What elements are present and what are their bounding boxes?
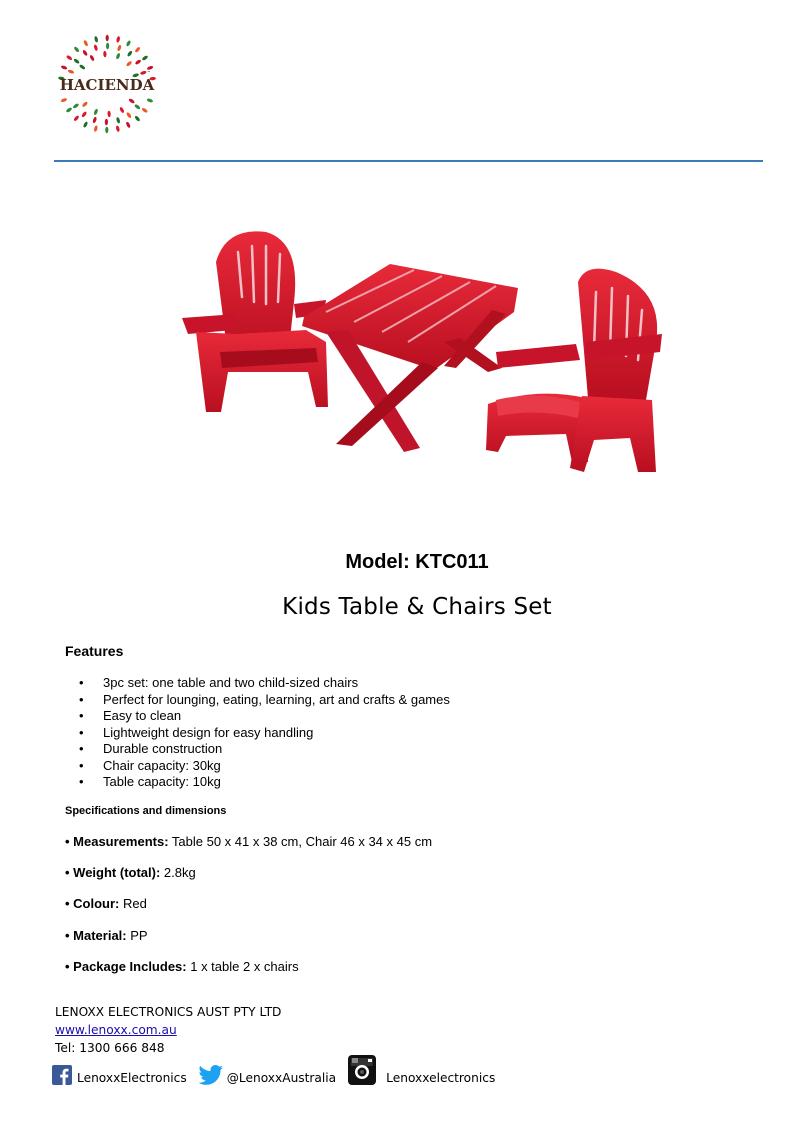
company-name: LENOXX ELECTRONICS AUST PTY LTD [55,1005,282,1019]
twitter-link[interactable] [199,1065,336,1085]
logo-petal [115,53,120,60]
logo-petal [81,101,88,108]
logo-petal [93,125,98,132]
logo-petal [72,103,79,109]
spec-package: • Package Includes: 1 x table 2 x chairs [65,958,299,974]
bullet: • [79,724,84,740]
spec-colour: • Colour: Red [65,896,147,912]
logo-petal [79,64,86,70]
facebook-handle: LenoxxElectronics [77,1071,187,1085]
bullet: • [79,675,84,690]
twitter-icon [199,1065,223,1085]
logo-text: HACIENDA [59,76,155,94]
header-divider [54,160,763,162]
logo-petal [128,98,135,104]
logo-petal [81,111,87,118]
product-image [176,222,666,522]
spec-weight: • Weight (total): 2.8kg [65,865,196,881]
product-title: Kids Table & Chairs Set [282,594,552,620]
specs-list [65,834,432,990]
specs-heading: Specifications and dimensions [65,805,227,817]
logo-petal [83,121,89,128]
logo-petal [105,119,108,125]
logo-petal [141,55,148,61]
bullet: • [79,774,84,789]
logo-petal [135,59,142,65]
logo-petal [66,55,73,61]
logo-petal [126,40,132,47]
spec-material: • Material: PP [65,927,148,943]
list-item: • Chair capacity: 30kg [79,757,221,773]
logo-petal [73,58,80,64]
logo-petal [65,107,72,113]
twitter-handle: @LenoxxAustralia [226,1071,337,1085]
website-link[interactable]: www.lenoxx.com.au [55,1023,177,1037]
hacienda-logo [52,30,162,138]
logo-petal [134,115,141,122]
instagram-icon [348,1055,376,1085]
logo-petal [89,54,95,61]
list-item: • Lightweight design for easy handling [79,724,314,740]
logo-petal [115,125,120,132]
logo-petal [61,65,68,70]
list-item: • 3pc set: one table and two child-sized chairs [79,675,359,690]
logo-petal [140,70,147,75]
logo-petal [146,98,153,103]
features-list [79,675,450,791]
logo-petal [93,44,98,51]
logo-petal [107,111,111,118]
logo-petal [106,35,109,41]
logo-petal [73,46,80,53]
logo-petal [94,36,99,43]
instagram-link[interactable] [348,1055,495,1085]
bullet: • [79,708,84,723]
social-links [52,1055,507,1085]
facebook-icon [52,1065,72,1085]
list-item: • Table capacity: 10kg [79,774,221,789]
logo-petal [141,107,148,113]
logo-petal [93,108,98,115]
logo-petal [105,127,108,133]
phone-number: Tel: 1300 666 848 [55,1041,165,1055]
bullet: • [79,691,84,707]
logo-petal [92,116,97,123]
logo-petal [60,97,67,102]
list-item: • Durable construction [79,741,223,756]
footer-contact [55,1003,281,1057]
bullet: • [79,741,84,756]
logo-petal [82,49,88,56]
logo-tm: ™ [147,70,151,75]
logo-petal [106,43,109,49]
model-number: Model: KTC011 [345,551,489,573]
logo-petal [67,69,74,74]
logo-petal [116,117,121,124]
table [302,264,518,452]
list-item: • Easy to clean [79,708,182,723]
logo-petal [117,44,122,51]
logo-petal [116,36,121,43]
logo-petal [125,121,131,128]
logo-petal [103,51,107,58]
logo-petal [73,115,80,122]
instagram-handle: Lenoxxelectronics [386,1071,496,1085]
bullet: • [79,757,84,773]
logo-petal [83,40,89,47]
features-heading: Features [65,643,124,659]
logo-petal [134,46,141,53]
logo-petal [126,60,133,67]
logo-petal [119,106,125,113]
facebook-link[interactable] [52,1065,187,1085]
logo-petal [126,112,132,119]
logo-petal [127,50,133,57]
list-item: • Perfect for lounging, eating, learning, art and crafts & games [79,691,450,707]
logo-petal [134,104,141,110]
spec-measurements: • Measurements: Table 50 x 41 x 38 cm, Chair 46 x 34 x 45 cm [65,834,433,849]
